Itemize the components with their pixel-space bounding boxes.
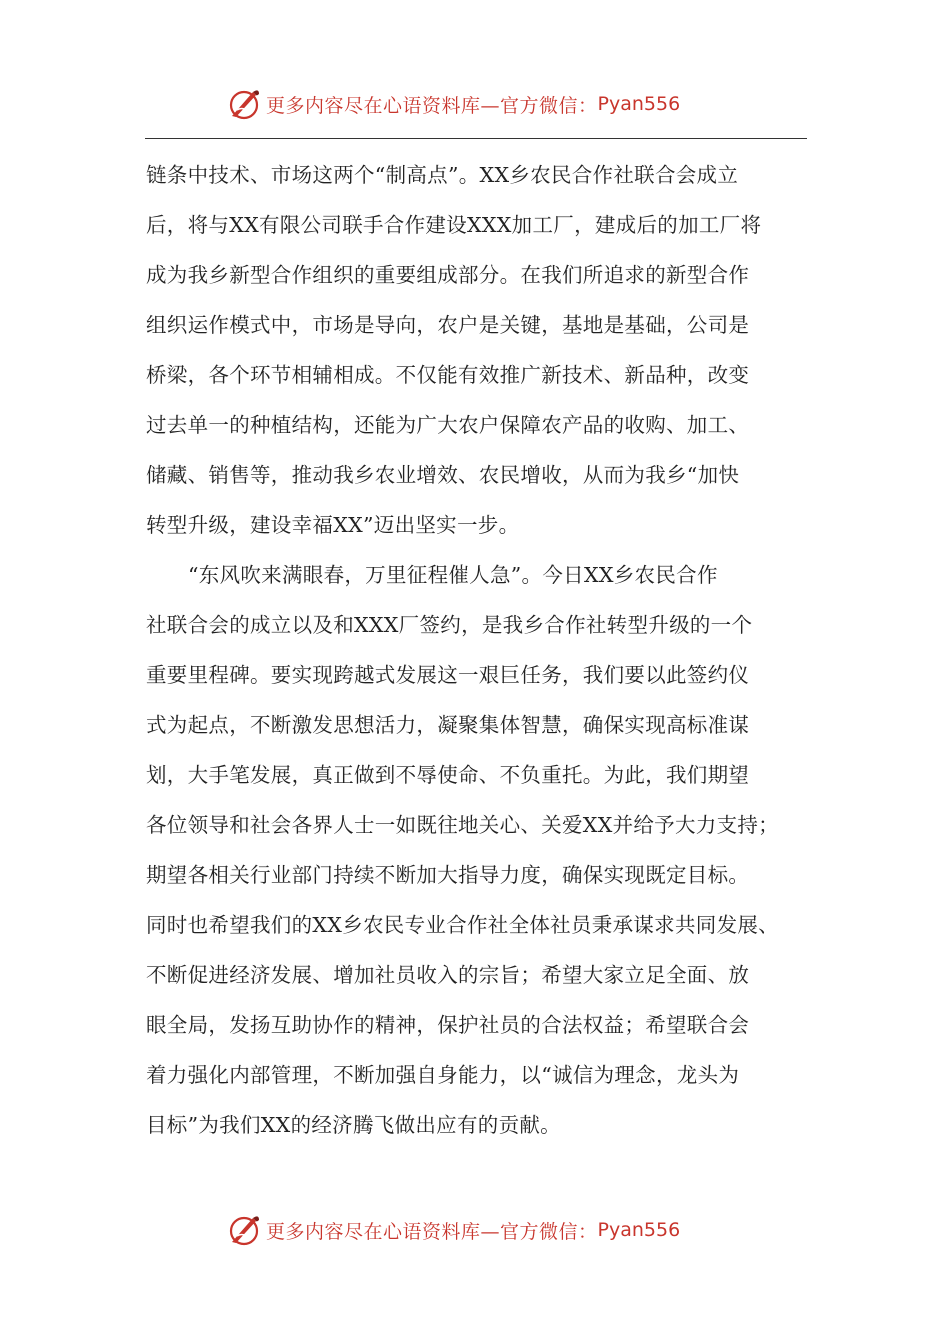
body-line: 眼全局，发扬互助协作的精神，保护社员的合法权益；希望联合会 bbox=[146, 1013, 750, 1037]
body-line: 不断促进经济发展、增加社员收入的宗旨；希望大家立足全面、放 bbox=[146, 963, 750, 987]
body-line: 社联合会的成立以及和XXX厂签约，是我乡合作社转型升级的一个 bbox=[146, 613, 753, 637]
header-divider bbox=[145, 138, 807, 139]
body-line: 成为我乡新型合作组织的重要组成部分。在我们所追求的新型合作 bbox=[146, 263, 750, 287]
body-line: 桥梁，各个环节相辅相成。不仅能有效推广新技术、新品种，改变 bbox=[146, 363, 750, 387]
body-line: 储藏、销售等，推动我乡农业增效、农民增收，从而为我乡“加快 bbox=[146, 463, 740, 487]
body-line: 划，大手笔发展，真正做到不辱使命、不负重托。为此，我们期望 bbox=[146, 763, 750, 787]
document-body bbox=[146, 150, 826, 1150]
quill-pen-logo-icon bbox=[226, 1212, 262, 1248]
banner-text: 更多内容尽在心语资料库—官方微信： bbox=[266, 1220, 598, 1243]
body-line: 式为起点，不断激发思想活力，凝聚集体智慧，确保实现高标准谋 bbox=[146, 713, 750, 737]
body-line: 目标”为我们XX的经济腾飞做出应有的贡献。 bbox=[146, 1113, 561, 1137]
wechat-handle: Pyan556 bbox=[597, 1219, 681, 1241]
paragraph-first-line: “东风吹来满眼春，万里征程催人急”。今日XX乡农民合作 bbox=[188, 563, 718, 587]
wechat-handle: Pyan556 bbox=[597, 93, 681, 115]
body-line: 后，将与XX有限公司联手合作建设XXX加工厂，建成后的加工厂将 bbox=[146, 213, 762, 237]
body-line: 组织运作模式中，市场是导向，农户是关键，基地是基础，公司是 bbox=[146, 313, 750, 337]
body-line: 着力强化内部管理，不断加强自身能力，以“诚信为理念，龙头为 bbox=[146, 1063, 740, 1087]
quill-pen-logo-icon bbox=[226, 86, 262, 122]
body-line: 各位领导和社会各界人士一如既往地关心、关爱XX并给予大力支持； bbox=[146, 813, 779, 837]
header-banner bbox=[226, 84, 680, 124]
banner-text: 更多内容尽在心语资料库—官方微信： bbox=[266, 94, 598, 117]
body-line: 期望各相关行业部门持续不断加大指导力度，确保实现既定目标。 bbox=[146, 863, 750, 887]
body-line: 同时也希望我们的XX乡农民专业合作社全体社员秉承谋求共同发展、 bbox=[146, 913, 779, 937]
body-line: 转型升级，建设幸福XX”迈出坚实一步。 bbox=[146, 513, 520, 537]
body-line: 过去单一的种植结构，还能为广大农户保障农产品的收购、加工、 bbox=[146, 413, 750, 437]
body-line: 重要里程碑。要实现跨越式发展这一艰巨任务，我们要以此签约仪 bbox=[146, 663, 750, 687]
body-line: 链条中技术、市场这两个“制高点”。XX乡农民合作社联合会成立 bbox=[146, 163, 739, 187]
footer-banner bbox=[226, 1210, 680, 1250]
